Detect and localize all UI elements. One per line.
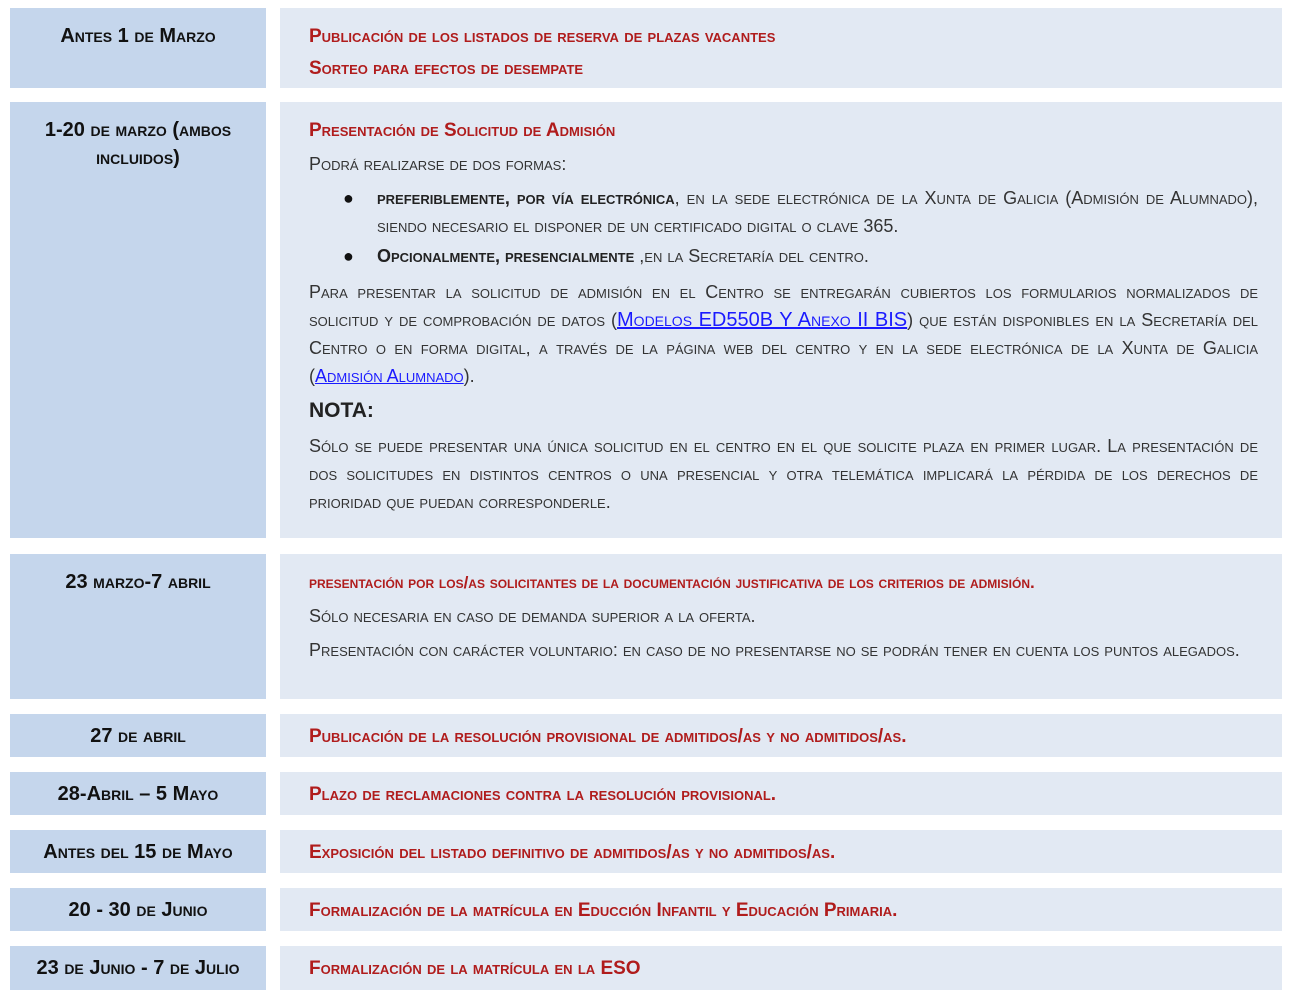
bullet-list bbox=[309, 184, 1258, 270]
row-content bbox=[280, 946, 1282, 990]
schedule-row-2 bbox=[10, 554, 1282, 699]
models-link[interactable]: Modelos ED550B Y Anexo II BIS bbox=[617, 309, 908, 331]
row-content bbox=[280, 554, 1282, 699]
row-date: 28-Abril – 5 Mayo bbox=[10, 772, 266, 815]
schedule-row-3 bbox=[10, 714, 1282, 757]
row-title: Formalización de la matrícula en la ESO bbox=[309, 958, 641, 979]
row-title: Exposición del listado definitivo de admitidos/as y no admitidos/as. bbox=[309, 842, 836, 863]
row-content bbox=[280, 772, 1282, 815]
bullet-icon: ● bbox=[343, 246, 354, 266]
forms-paragraph: Para presentar la solicitud de admisión en el Centro se entregarán cubiertos los formularios normalizados de solicitud y de comprobación de datos (Modelos ED550B Y Anexo II BIS) que están disponibles en la Secretaría del Centro o en forma digital, a través de la página web del centro y en la sede electrónica de la Xunta de Galicia (Admisión Alumnado). bbox=[309, 282, 1259, 386]
row-date: 23 de Junio - 7 de Julio bbox=[10, 946, 266, 990]
row-content bbox=[280, 8, 1282, 88]
schedule-row-7 bbox=[10, 946, 1282, 990]
row-title: presentación por los/as solicitantes de la documentación justificativa de los criterios de admisión. bbox=[309, 573, 1035, 592]
row-text: Presentación con carácter voluntario: en caso de no presentarse no se podrán tener en cuenta los puntos alegados. bbox=[309, 640, 1240, 660]
row-text: Sólo necesaria en caso de demanda superior a la oferta. bbox=[309, 606, 756, 626]
schedule-row-4 bbox=[10, 772, 1282, 815]
schedule-row-0 bbox=[10, 8, 1282, 88]
row-title: Sorteo para efectos de desempate bbox=[309, 58, 584, 79]
row-date: Antes del 15 de Mayo bbox=[10, 830, 266, 873]
row-title: Presentación de Solicitud de Admisión bbox=[309, 120, 616, 141]
row-date: 23 marzo-7 abril bbox=[10, 554, 266, 699]
row-content bbox=[280, 714, 1282, 757]
row-date: 27 de abril bbox=[10, 714, 266, 757]
note-label: NOTA: bbox=[309, 399, 374, 422]
intro-text: Podrá realizarse de dos formas: bbox=[309, 154, 567, 174]
list-item: ● preferiblemente, por vía electrónica, en la sede electrónica de la Xunta de Galicia (Admisión de Alumnado), siendo necesario el disponer de un certificado digital o clave 365. bbox=[309, 184, 1258, 240]
row-title: Publicación de la resolución provisional de admitidos/as y no admitidos/as. bbox=[309, 726, 907, 747]
bullet-icon: ● bbox=[343, 188, 354, 208]
list-item: ● Opcionalmente, presencialmente ,en la Secretaría del centro. bbox=[309, 242, 1258, 270]
schedule-row-1 bbox=[10, 102, 1282, 538]
row-content bbox=[280, 102, 1282, 538]
row-date: 1-20 de marzo (ambos incluidos) bbox=[10, 102, 266, 538]
schedule-row-5 bbox=[10, 830, 1282, 873]
row-date: 20 - 30 de Junio bbox=[10, 888, 266, 931]
row-title: Publicación de los listados de reserva de plazas vacantes bbox=[309, 26, 776, 47]
row-title: Formalización de la matrícula en Educción Infantil y Educación Primaria. bbox=[309, 900, 898, 921]
row-title: Plazo de reclamaciones contra la resolución provisional. bbox=[309, 784, 777, 805]
admission-link[interactable]: Admisión Alumnado bbox=[315, 366, 464, 386]
schedule-row-6 bbox=[10, 888, 1282, 931]
note-text: Sólo se puede presentar una única solicitud en el centro en el que solicite plaza en primer lugar. La presentación de dos solicitudes en distintos centros o una presencial y otra telemática implicará la pérdida de los derechos de prioridad que puedan corresponderle. bbox=[309, 436, 1258, 512]
row-content bbox=[280, 888, 1282, 931]
row-date: Antes 1 de Marzo bbox=[10, 8, 266, 88]
row-content bbox=[280, 830, 1282, 873]
